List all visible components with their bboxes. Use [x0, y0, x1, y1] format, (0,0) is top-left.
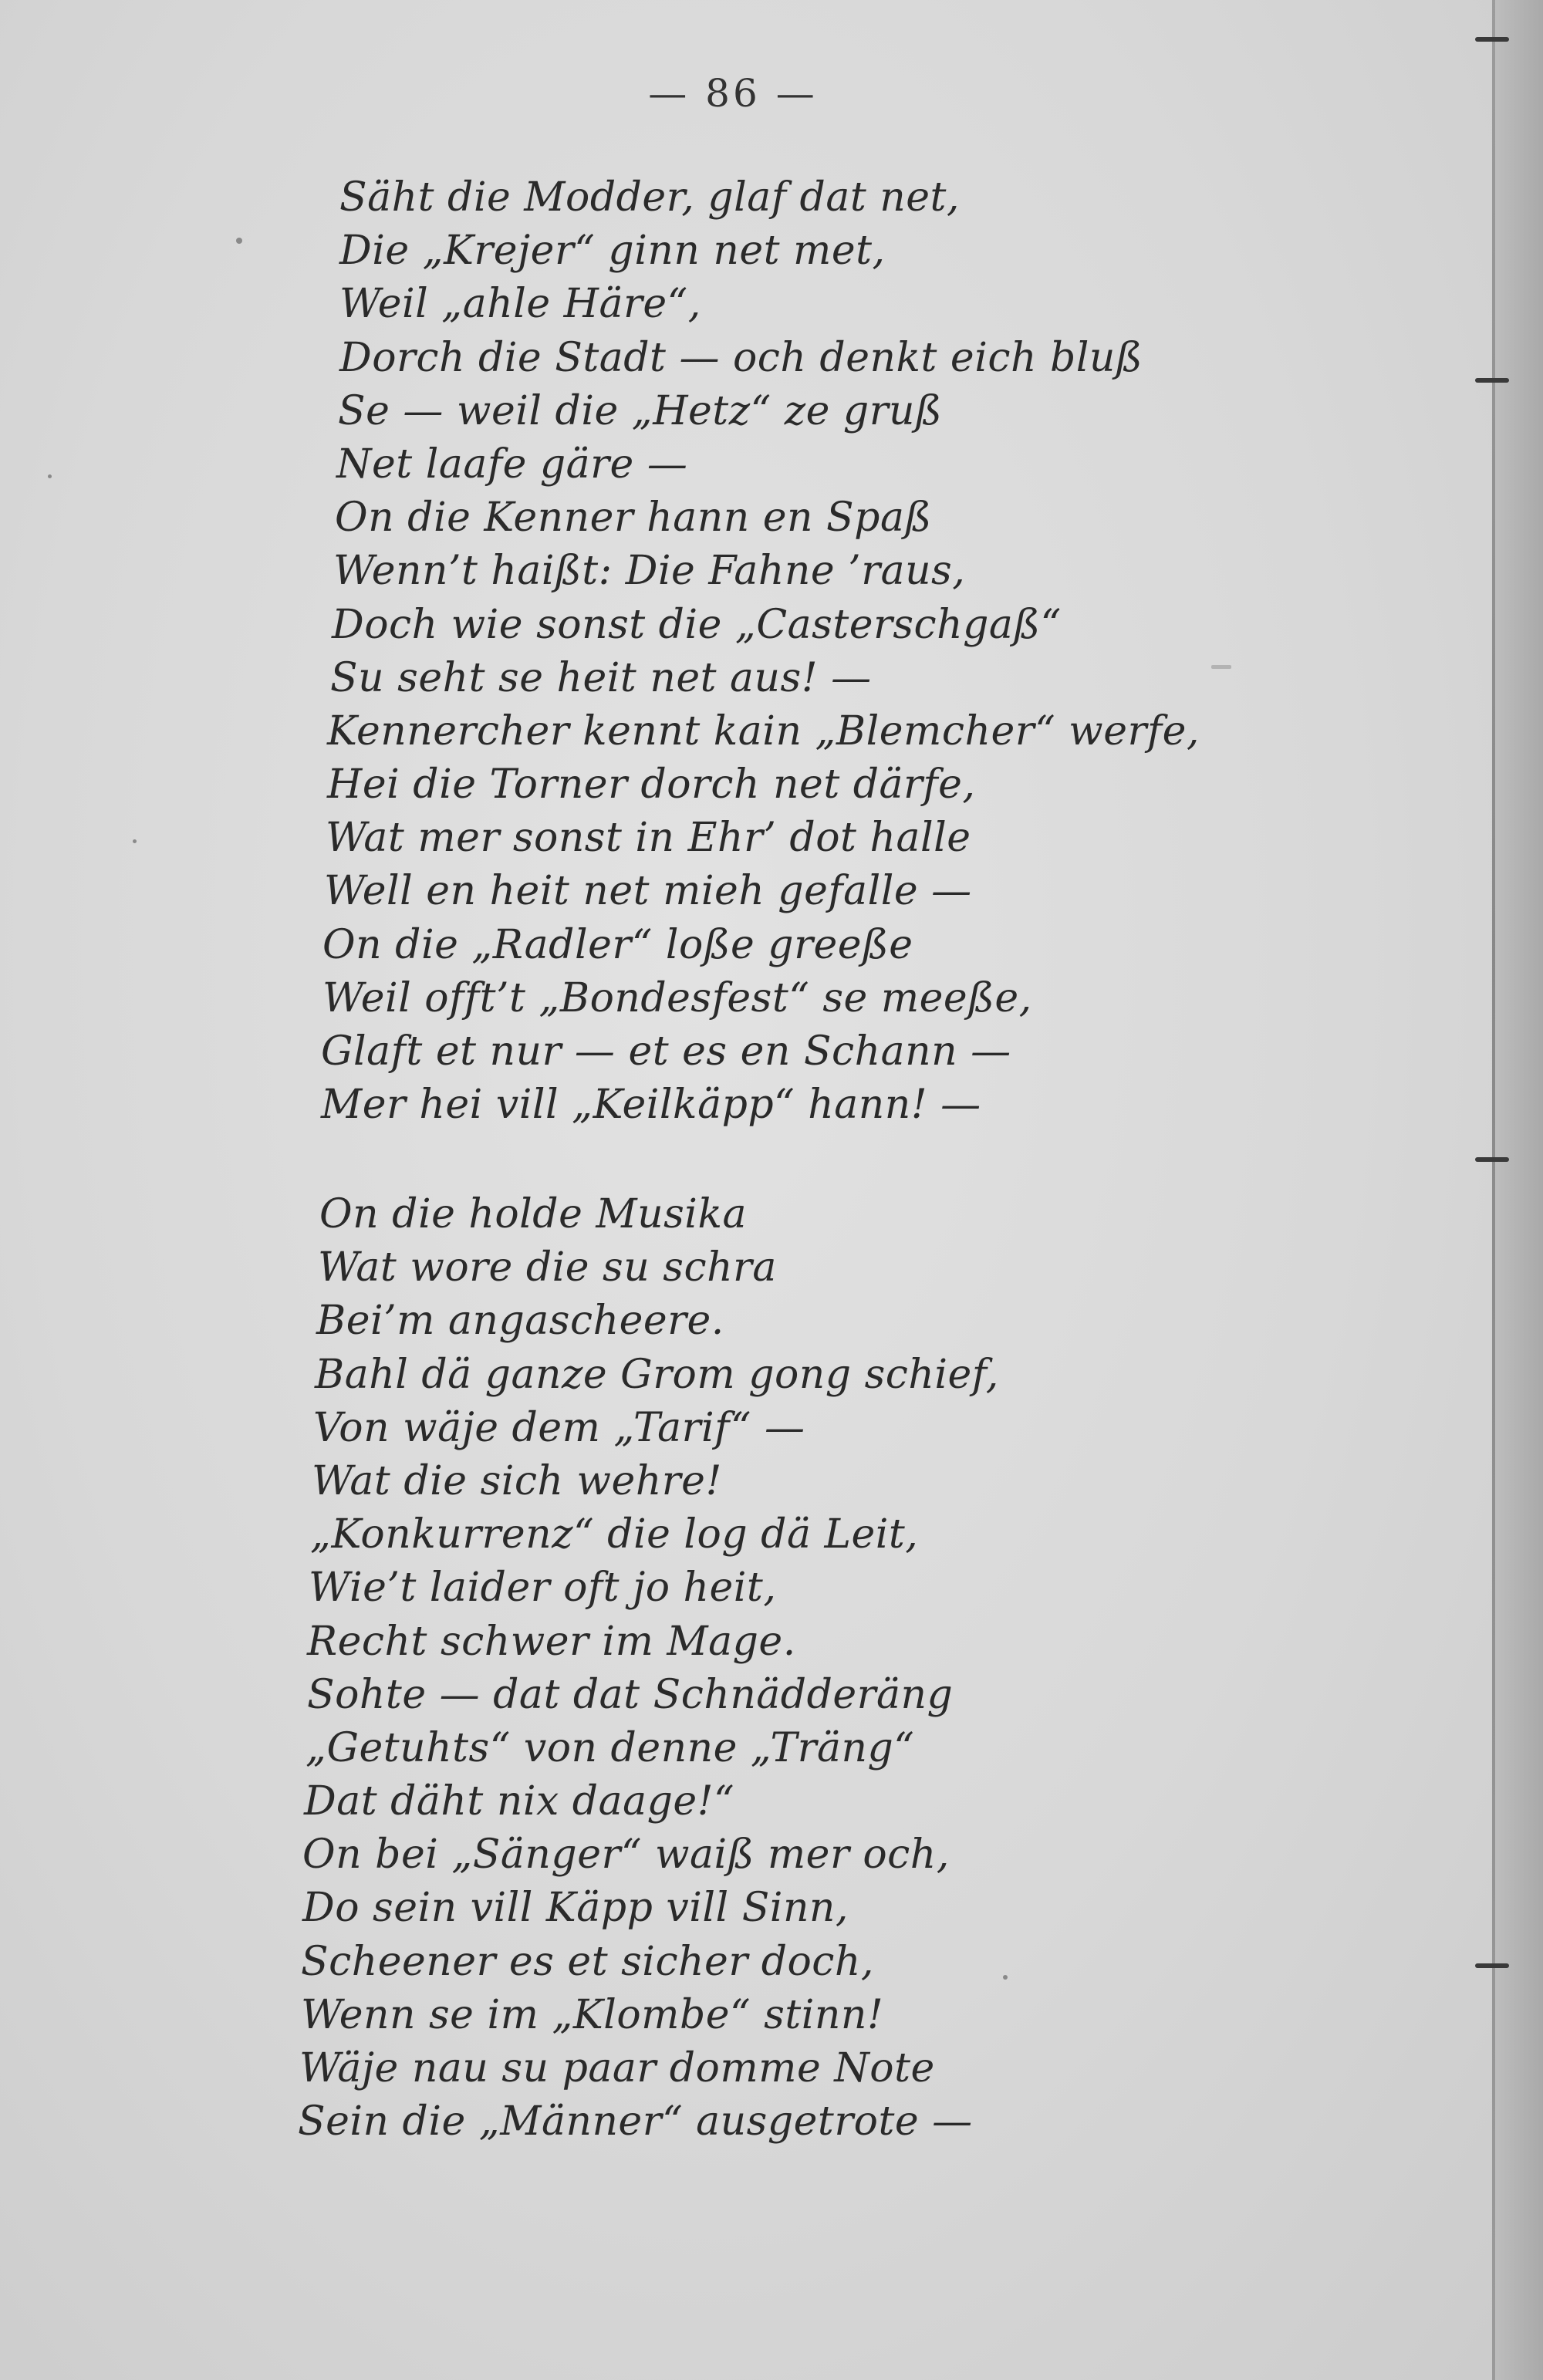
- verse-line: Net laafe gäre —: [336, 441, 688, 488]
- verse-line: Do sein vill Käpp vill Sinn,: [302, 1885, 849, 1932]
- verse-line: Mer hei vill „Keilkäpp“ hann! —: [321, 1082, 981, 1129]
- verse-line: Wat wore die su schra: [318, 1244, 777, 1291]
- verse-line: Wie’t laider oft jo heit,: [309, 1565, 777, 1612]
- verse-line: Wat die sich wehre!: [312, 1457, 722, 1504]
- verse-line: On bei „Sänger“ waiß mer och,: [302, 1831, 950, 1879]
- verse-line: Recht schwer im Mage.: [307, 1618, 796, 1665]
- verse-line: Wat mer sonst in Ehr’ dot halle: [326, 815, 971, 862]
- verse-line: Dat däht nix daage!“: [304, 1778, 735, 1825]
- verse-line: Sein die „Männer“ ausgetrote —: [298, 2098, 973, 2145]
- binding-stitch: [1475, 1963, 1509, 1968]
- verse-line: Kennercher kennt kain „Blemcher“ werfe,: [327, 707, 1200, 755]
- verse-line: „Getuhts“ von denne „Träng“: [306, 1724, 915, 1771]
- binding-stitch: [1475, 378, 1509, 383]
- verse-line: On die holde Musika: [319, 1191, 747, 1237]
- verse-line: „Konkurrenz“ die log dä Leit,: [310, 1511, 919, 1558]
- verse-line: On die Kenner hann en Spaß: [335, 495, 932, 542]
- verse-line: Glaft et nur — et es en Schann —: [321, 1028, 1011, 1075]
- verse-line: Sohte — dat dat Schnädderäng: [307, 1671, 954, 1718]
- verse-line: On die „Radler“ loße greeße: [322, 921, 913, 968]
- verse-line: Von wäje dem „Tarif“ —: [313, 1404, 805, 1451]
- verse-line: Weil offt’t „Bondesfest“ se meeße,: [322, 974, 1032, 1021]
- binding-edge: [1492, 0, 1495, 2380]
- verse-line: Bei’m angascheere.: [316, 1298, 724, 1345]
- verse-line: Säht die Modder, glaf dat net,: [339, 174, 960, 221]
- verse-line: Bahl dä ganze Grom gong schief,: [315, 1351, 999, 1398]
- verse-line: Scheener es et sicher doch,: [301, 1938, 874, 1985]
- verse-line: Well en heit net mieh gefalle —: [324, 868, 972, 915]
- verse-line: Weil „ahle Häre“,: [339, 281, 701, 328]
- verse-line: Se — weil die „Hetz“ ze gruß: [338, 387, 943, 434]
- verse-line: Dorch die Stadt — och denkt eich bluß: [339, 334, 1143, 381]
- binding-stitch: [1475, 37, 1509, 42]
- verse-line: Wäje nau su paar domme Note: [299, 2045, 935, 2091]
- stanza-2: [0, 1188, 1234, 2149]
- page-number: — 86 —: [648, 71, 818, 116]
- verse-line: Die „Krejer“ ginn net met,: [339, 228, 886, 275]
- binding-stitch: [1475, 1157, 1509, 1162]
- verse-line: Su seht se heit net aus! —: [330, 654, 872, 701]
- verse-line: Doch wie sonst die „Casterschgaß“: [332, 601, 1062, 648]
- binding-edge-shadow: [1495, 0, 1543, 2380]
- verse-line: Wenn’t haißt: Die Fahne ’raus,: [333, 548, 966, 595]
- verse-line: Wenn se im „Klombe“ stinn!: [301, 1991, 884, 2038]
- verse-line: Hei die Torner dorch net därfe,: [327, 761, 976, 809]
- stanza-1: [0, 171, 1234, 1132]
